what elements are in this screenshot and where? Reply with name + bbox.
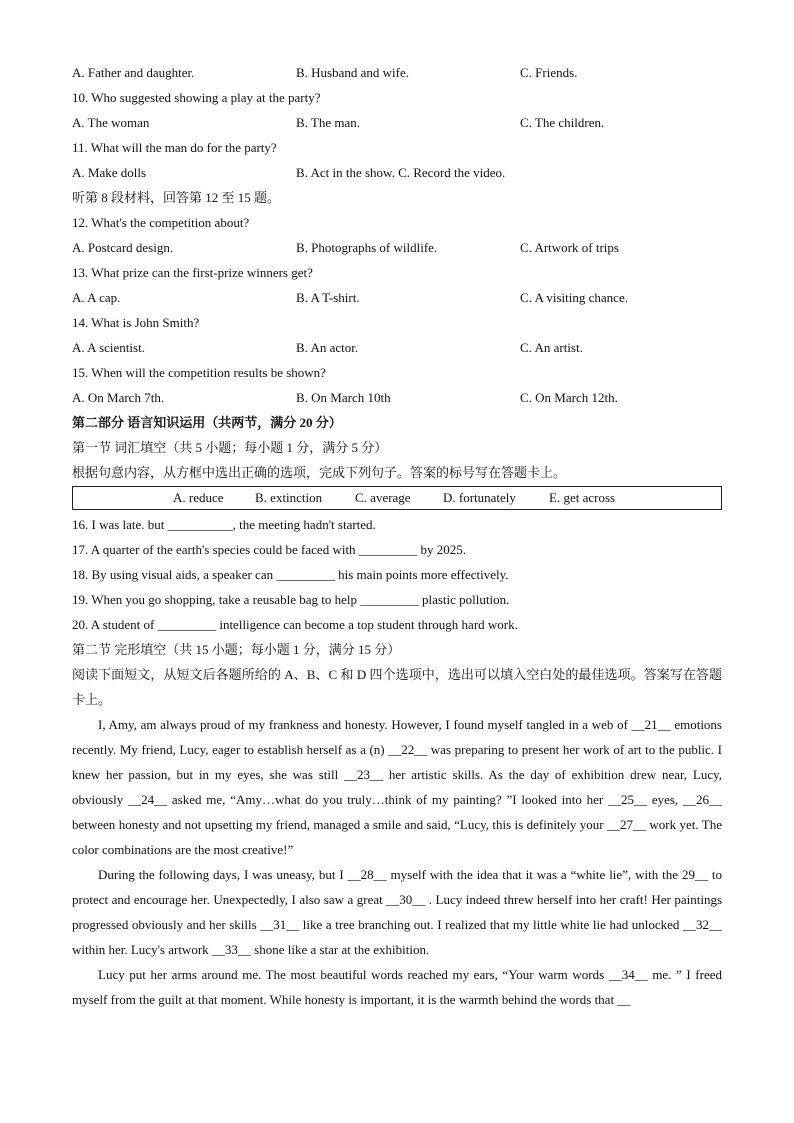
section8-instruction: 听第 8 段材料，回答第 12 至 15 题。 <box>72 190 281 205</box>
q13-stem: 13. What prize can the first-prize winners get? <box>72 265 313 280</box>
q12-stem: 12. What's the competition about? <box>72 215 250 230</box>
word-option-d: D. fortunately <box>443 490 516 505</box>
passage-paragraph-2: During the following days, I was uneasy, but I __28__ myself with the idea that it was a “white lie”, with the 29__ to protect and encourage her. Unexpectedly, I also saw a great __30__ . Lucy indeed threw herself into her craft! Her paintings progressed obviously and her skills __31__ like a tree branching out. I realized that my little white lie had unlocked __32__ within her. Lucy's artwork __33__ shone like a star at the exhibition. <box>72 867 722 957</box>
q9-options <box>72 60 722 85</box>
q12-option-b: B. Photographs of wildlife. <box>296 240 438 255</box>
q10-option-a: A. The woman <box>72 115 150 130</box>
q14-option-c: C. An artist. <box>520 340 583 355</box>
q12-option-c: C. Artwork of trips <box>520 240 619 255</box>
q14-option-a: A. A scientist. <box>72 340 145 355</box>
q9-option-b: B. Husband and wife. <box>296 65 410 80</box>
q11-option-a: A. Make dolls <box>72 165 147 180</box>
q15-options <box>72 385 722 410</box>
q13-option-c: C. A visiting chance. <box>520 290 628 305</box>
q14-options <box>72 335 722 360</box>
q10-stem: 10. Who suggested showing a play at the party? <box>72 90 321 105</box>
part2-title: 第二部分 语言知识运用（共两节，满分 20 分） <box>72 415 342 430</box>
word-box <box>72 486 722 510</box>
q13-options <box>72 285 722 310</box>
fill-sentence-16: 16. I was late. but __________, the meeting hadn't started. <box>72 517 376 532</box>
q11-options <box>72 160 722 185</box>
word-option-e: E. get across <box>549 490 616 505</box>
q15-stem: 15. When will the competition results be shown? <box>72 365 326 380</box>
word-option-c: C. average <box>355 490 411 505</box>
q15-option-a: A. On March 7th. <box>72 390 165 405</box>
q10-option-c: C. The children. <box>520 115 605 130</box>
passage-paragraph-1: I, Amy, am always proud of my frankness and honesty. However, I found myself tangled in a web of __21__ emotions recently. My friend, Lucy, eager to establish herself as a (n) __22__ was preparing to present her work of art to the public. I knew her passion, but in my eyes, she was still __23__ her artistic skills. As the day of exhibition drew near, Lucy, obviously __24__ asked me, “Amy…what do you truly…think of my painting? ”I looked into her __25__ eyes, __26__ between honesty and not upsetting my friend, managed a smile and said, “Lucy, this is definitely your __27__ work yet. The color combinations are the most creative!” <box>72 717 722 857</box>
q11-option-bc: B. Act in the show. C. Record the video. <box>296 165 506 180</box>
section1-instruction: 根据句意内容，从方框中选出正确的选项，完成下列句子。答案的标号写在答题卡上。 <box>72 465 567 480</box>
fill-sentence-18: 18. By using visual aids, a speaker can _________ his main points more effectively. <box>72 567 509 582</box>
q14-stem: 14. What is John Smith? <box>72 315 200 330</box>
q12-option-a: A. Postcard design. <box>72 240 174 255</box>
q12-options <box>72 235 722 260</box>
fill-sentence-20: 20. A student of _________ intelligence can become a top student through hard work. <box>72 617 518 632</box>
passage-paragraph-3: Lucy put her arms around me. The most beautiful words reached my ears, “Your warm words __34__ me. ” I freed myself from the guilt at that moment. While honesty is important, it is the warmth behind the words that __ <box>72 967 722 1007</box>
q10-options <box>72 110 722 135</box>
word-option-b: B. extinction <box>255 490 323 505</box>
section2-title: 第二节 完形填空（共 15 小题；每小题 1 分，满分 15 分） <box>72 642 401 657</box>
q15-option-c: C. On March 12th. <box>520 390 618 405</box>
q13-option-a: A. A cap. <box>72 290 121 305</box>
q9-option-c: C. Friends. <box>520 65 578 80</box>
q14-option-b: B. An actor. <box>296 340 359 355</box>
fill-sentence-17: 17. A quarter of the earth's species could be faced with _________ by 2025. <box>72 542 467 557</box>
word-option-a: A. reduce <box>173 490 224 505</box>
exam-page <box>72 60 722 1012</box>
q11-stem: 11. What will the man do for the party? <box>72 140 277 155</box>
section1-title: 第一节 词汇填空（共 5 小题；每小题 1 分，满分 5 分） <box>72 440 388 455</box>
q13-option-b: B. A T-shirt. <box>296 290 360 305</box>
q10-option-b: B. The man. <box>296 115 361 130</box>
section2-instruction: 阅读下面短文，从短文后各题所给的 A、B、C 和 D 四个选项中，选出可以填入空白处的最佳选项。答案写在答题卡上。 <box>72 667 722 707</box>
q9-option-a: A. Father and daughter. <box>72 65 195 80</box>
q15-option-b: B. On March 10th <box>296 390 391 405</box>
fill-sentence-19: 19. When you go shopping, take a reusable bag to help _________ plastic pollution. <box>72 592 510 607</box>
